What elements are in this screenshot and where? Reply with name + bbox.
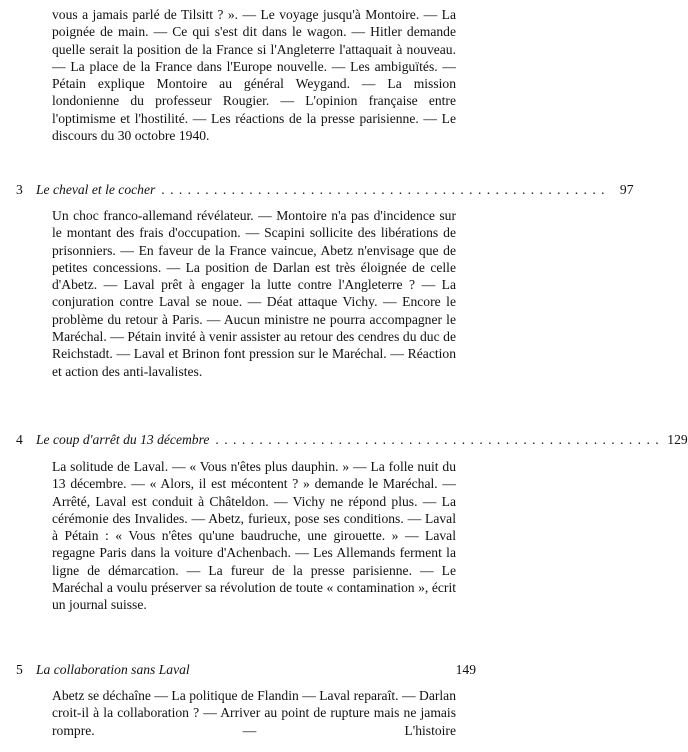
page-number: 149	[455, 662, 476, 677]
dot-leader: . . . . . . . . . . . . . . . . . . . . . . . . . . . . . . . . . . . . . . . . . . . . . . . . . . .	[215, 432, 660, 447]
chapter-4-summary: La solitude de Laval. — « Vous n'êtes plus dauphin. » — La folle nuit du 13 décembre. — « Alors, il est mécontent ? » demande le Maréchal. — Arrêté, Laval est conduit à Châteldon. — Vichy ne répond plus. — La cérémonie des Invalides. — Abetz, furieux, pose ses conditions. — Laval à Pétain : « Vous n'êtes qu'une baudruche, une girouette. » — Laval regagne Paris dans la voiture d'Achenbach. — Les Allemands ferment la ligne de démarcation. — La fureur de la presse parisienne. — Le Maréchal a voulu préserver sa révolution de toute « contamination », écrit un journal suisse.	[52, 459, 456, 613]
toc-entry-chapter-5	[16, 661, 476, 679]
dot-leader: . . . . . . . . . . . . . . . . . . . . . . . . . . . . . . . . . . . . . . . . . . . . . . . . . . .	[161, 182, 606, 197]
chapter-number: 4	[16, 432, 23, 447]
toc-entry-chapter-4	[16, 431, 688, 449]
chapter-3-summary: Un choc franco-allemand révélateur. — Montoire n'a pas d'incidence sur le montant des frais d'occupation. — Scapini sollicite des libérations de prisonniers. — En faveur de la France vaincue, Abetz n'envisage que de petites concessions. — La position de Darlan est très éloignée de celle d'Abetz. — Laval prêt à engager la lutte contre l'Angleterre ? — La conjuration contre Laval se noue. — Déat attaque Vichy. — Encore le problème du retour à Paris. — Aucun ministre ne pourra accompagner le Maréchal. — Pétain invité à venir assister au retour des cendres du duc de Reichstadt. — Laval et Brinon font pression sur le Maréchal. — Réaction et action des anti-lavalistes.	[52, 208, 456, 379]
chapter-title: Le cheval et le cocher	[36, 182, 156, 197]
page-number: 97	[619, 182, 634, 197]
chapter-title: Le coup d'arrêt du 13 décembre	[36, 432, 210, 447]
chapter-title: La collaboration sans Laval	[36, 662, 190, 677]
chapter-number: 5	[16, 662, 23, 677]
chapter-number: 3	[16, 182, 23, 197]
chapter-2-summary: vous a jamais parlé de Tilsitt ? ». — Le voyage jusqu'à Montoire. — La poignée de main. — Ce qui s'est dit dans le wagon. — Hitler demande quelle serait la position de la France si l'Angleterre l'attaquait à nouveau. — La place de la France dans l'Europe nouvelle. — Les ambiguïtés. — Pétain explique Montoire au général Weygand. — La mission londonienne du professeur Rougier. — L'opinion française entre l'optimisme et l'hostilité. — Les réactions de la presse parisienne. — Le discours du 30 octobre 1940.	[52, 7, 456, 144]
page-number: 129	[667, 432, 688, 447]
chapter-5-summary: Abetz se déchaîne — La politique de Flandin — Laval reparaît. — Darlan croit-il à la collaboration ? — Arriver au point de rupture mais ne jamais rompre. — L'histoire	[52, 688, 456, 738]
toc-entry-chapter-3	[16, 181, 634, 199]
